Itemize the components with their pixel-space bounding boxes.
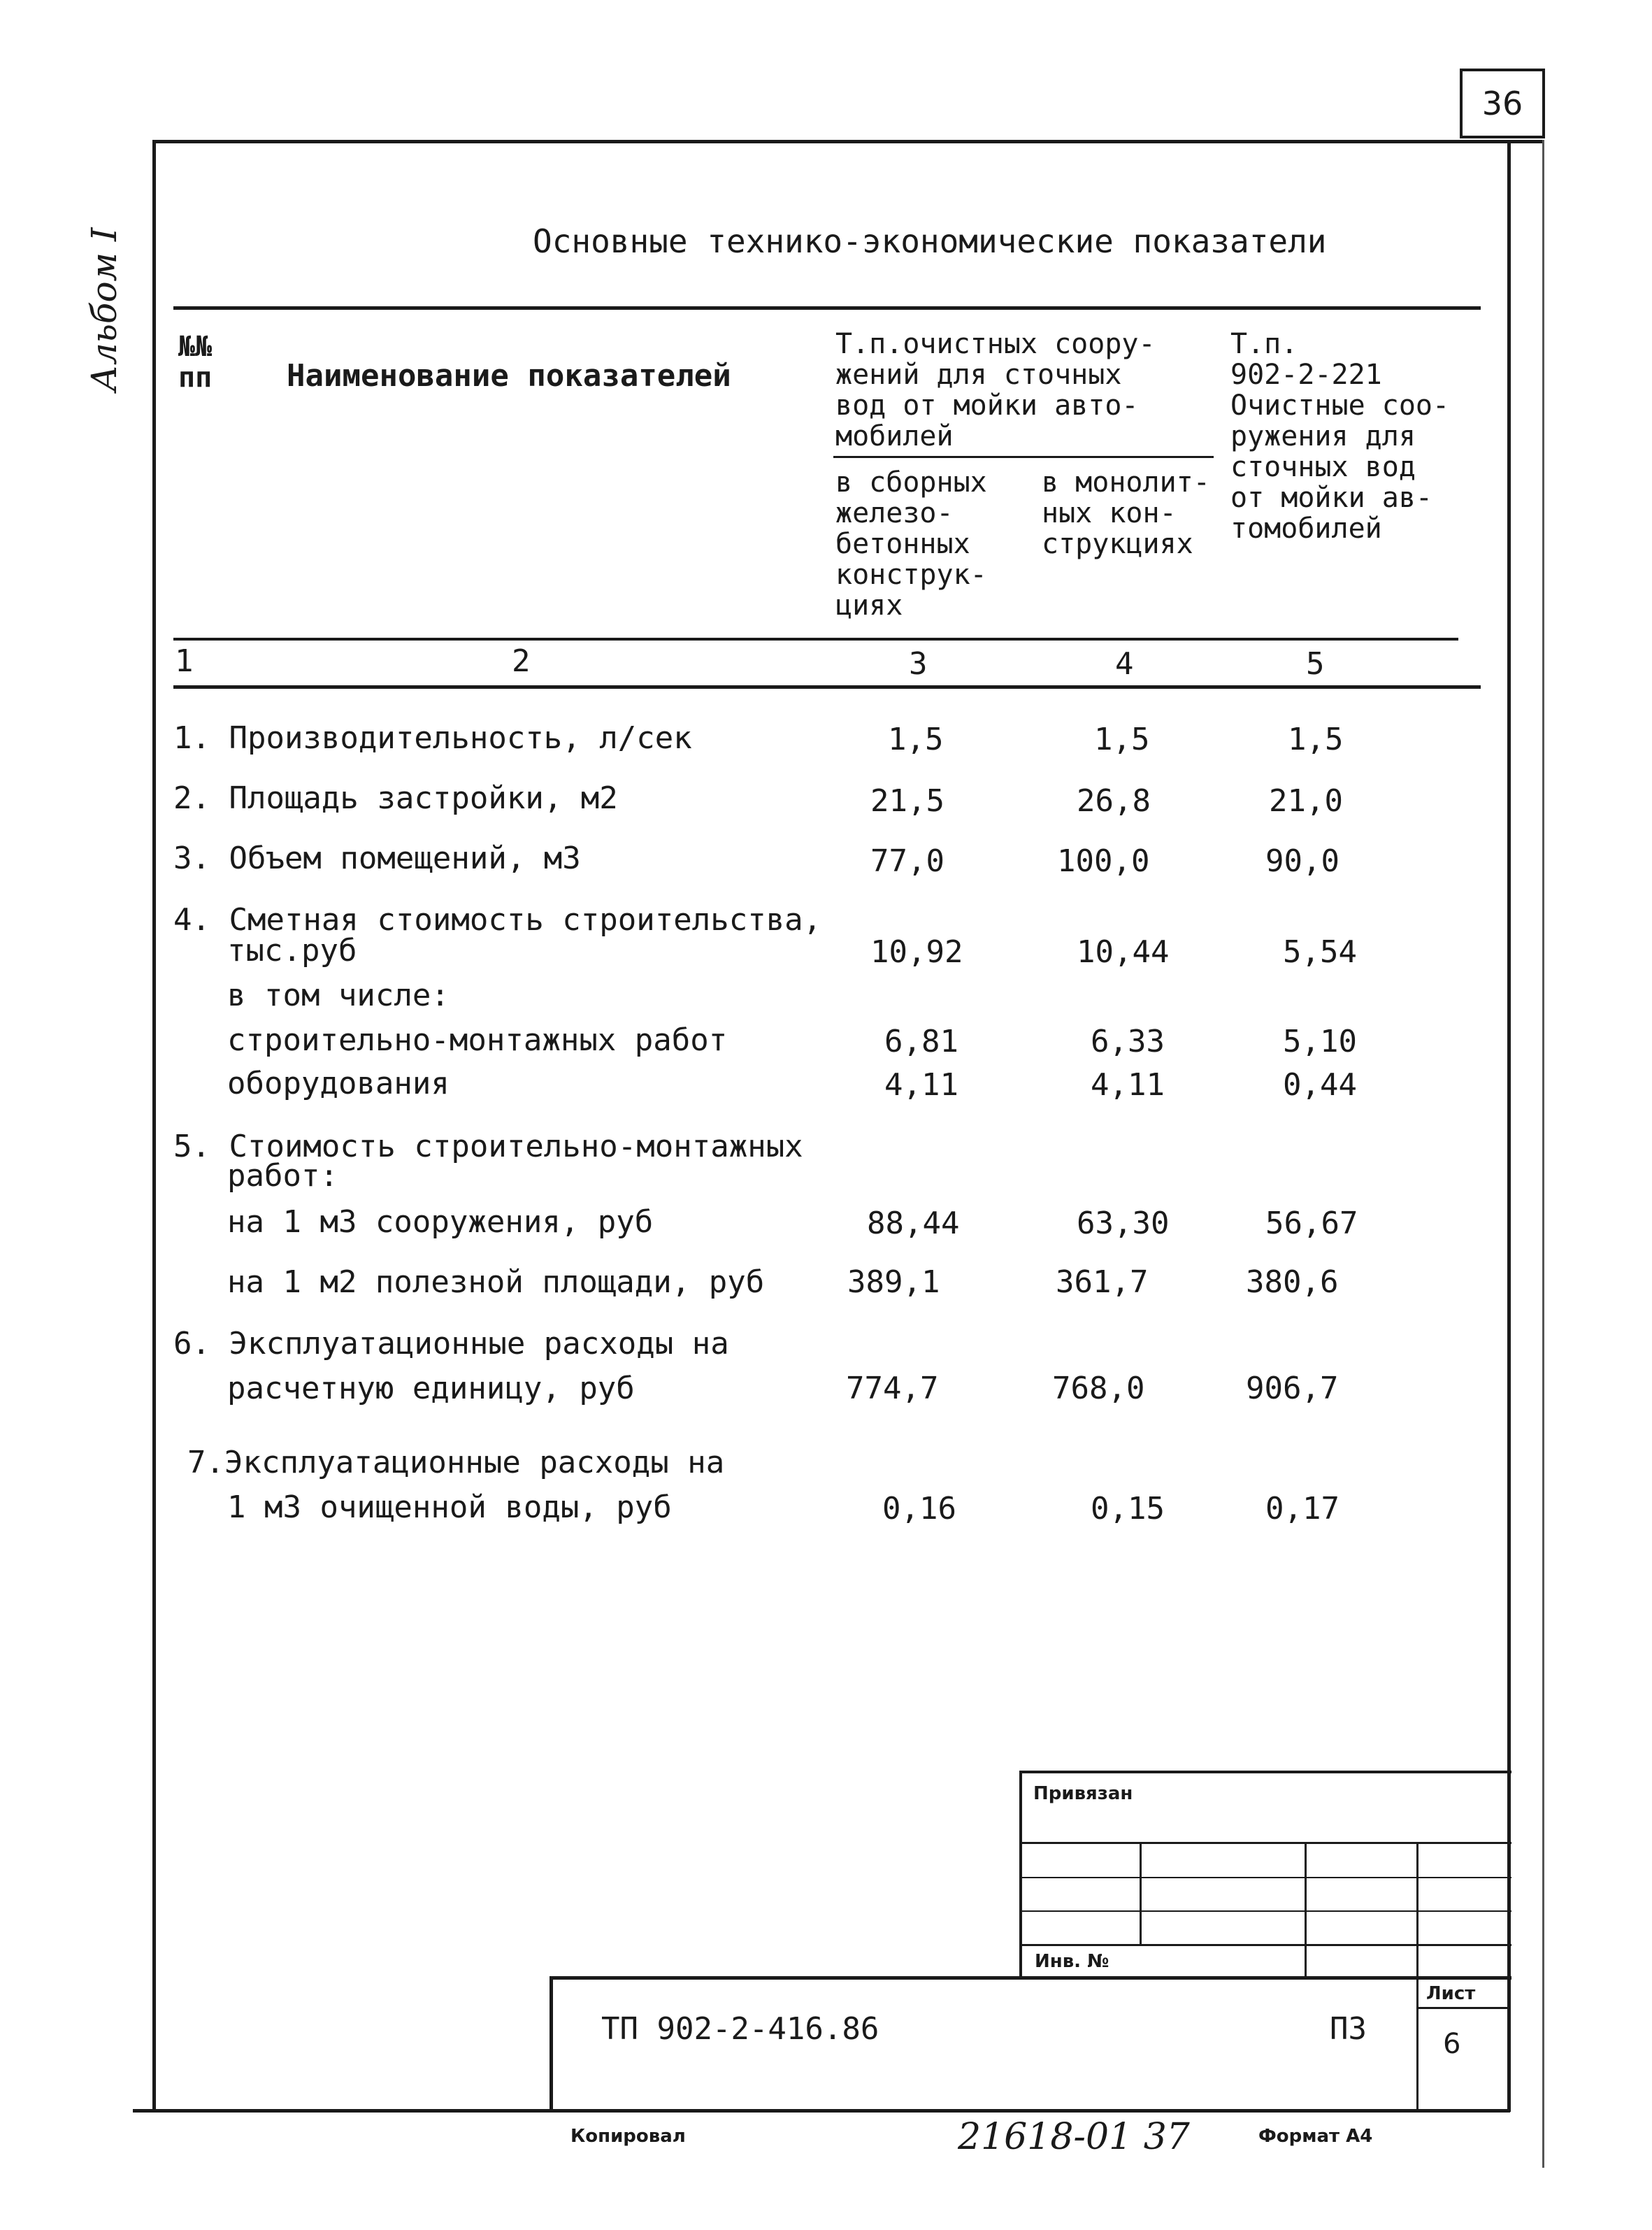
row-3-label: 3. Объем помещений, м3 [173, 841, 581, 876]
page-title: Основные технико-экономические показатели [533, 222, 1327, 260]
frame-left-border [152, 140, 156, 2112]
header-col5: Т.п. 902-2-221 Очистные соо- ружения для сточных вод от мойки ав- томобилей [1230, 328, 1450, 545]
page-number: 36 [1460, 69, 1545, 138]
stamp-top-line [1019, 1771, 1511, 1773]
column-number-5: 5 [1306, 646, 1325, 682]
sheet-number: 6 [1443, 2028, 1461, 2060]
row-4-col4: 10,44 [1077, 934, 1170, 970]
row-5a-col4: 63,30 [1077, 1206, 1170, 1241]
row-4-label-2: тыс.руб [227, 933, 357, 969]
row-5-label: 5. Стоимость строительно-монтажных [173, 1129, 803, 1164]
docbox-top-line [550, 1976, 1511, 1980]
group-header-rule [833, 456, 1214, 458]
header-bottom-rule [173, 638, 1458, 641]
document-code: ТП 902-2-416.86 [601, 2011, 879, 2047]
column-number-3: 3 [909, 646, 928, 682]
frame-bottom-border [133, 2109, 1510, 2113]
row-6-col3: 774,7 [846, 1371, 939, 1406]
row-6-col5: 906,7 [1246, 1371, 1339, 1406]
row-1-label: 1. Производительность, л/сек [173, 720, 692, 756]
row-5a-col5: 56,67 [1265, 1206, 1358, 1241]
row-2-col4: 26,8 [1077, 783, 1151, 819]
sheet-code: ПЗ [1330, 2011, 1367, 2047]
row-5b-col5: 380,6 [1246, 1264, 1339, 1300]
row-1-col5: 1,5 [1288, 722, 1344, 757]
row-5-label-2: работ: [227, 1158, 338, 1194]
row-2-col3: 21,5 [870, 783, 944, 819]
row-4b-col5: 0,44 [1283, 1067, 1357, 1103]
row-4-label: 4. Сметная стоимость строительства, [173, 902, 822, 938]
stamp-line-1 [1019, 1842, 1511, 1844]
docbox-left-line [550, 1976, 553, 2112]
row-4a-col5: 5,10 [1283, 1024, 1357, 1059]
row-7-col4: 0,15 [1091, 1491, 1165, 1527]
header-num: №№ пп [178, 331, 213, 394]
stamp-left-line [1019, 1771, 1022, 1978]
column-numbers-rule [173, 685, 1481, 689]
column-number-4: 4 [1115, 646, 1134, 682]
row-7-col3: 0,16 [882, 1491, 956, 1527]
row-3-col3: 77,0 [870, 843, 944, 879]
header-group: Т.п.очистных соору- жений для сточных вод от мойки авто- мобилей [835, 328, 1156, 452]
row-7-label-2: 1 м3 очищенной воды, руб [227, 1489, 672, 1525]
docbox-sheet-line [1416, 2007, 1510, 2009]
table-top-rule [173, 306, 1481, 310]
stamp-line-3 [1019, 1910, 1511, 1912]
row-5b-col3: 389,1 [847, 1264, 940, 1300]
stamp-line-2 [1019, 1877, 1511, 1878]
stamp-attached-label: Привязан [1033, 1783, 1133, 1804]
stamp-vline-1 [1140, 1842, 1142, 1945]
stamp-line-4 [1019, 1944, 1511, 1946]
row-3-col5: 90,0 [1265, 843, 1339, 879]
row-4-col3: 10,92 [870, 934, 963, 970]
row-4b-col4: 4,11 [1091, 1067, 1165, 1103]
row-6-col4: 768,0 [1052, 1371, 1145, 1406]
row-1-col4: 1,5 [1094, 722, 1150, 757]
row-5b-col4: 361,7 [1056, 1264, 1149, 1300]
row-4a-col4: 6,33 [1091, 1024, 1165, 1059]
row-4b-label: оборудования [227, 1066, 450, 1101]
row-5a-label: на 1 м3 сооружения, руб [227, 1204, 654, 1240]
row-4b-col3: 4,11 [884, 1067, 958, 1103]
header-name: Наименование показателей [287, 358, 731, 394]
row-7-label: 7.Эксплуатационные расходы на [187, 1445, 725, 1480]
row-2-label: 2. Площадь застройки, м2 [173, 780, 618, 816]
frame-right-border [1507, 140, 1511, 2112]
sheet-label: Лист [1426, 1983, 1476, 2004]
row-4a-col3: 6,81 [884, 1024, 958, 1059]
stamp-vline-3 [1416, 1842, 1418, 1979]
row-1-col3: 1,5 [888, 722, 944, 757]
row-7-col5: 0,17 [1265, 1491, 1339, 1527]
handwritten-number: 21618-01 37 [958, 2116, 1190, 2158]
album-label: Альбом I [84, 227, 124, 392]
stamp-vline-2 [1305, 1842, 1307, 1979]
row-3-col4: 100,0 [1057, 843, 1150, 879]
frame-top-border [152, 140, 1544, 143]
row-2-col5: 21,0 [1269, 783, 1343, 819]
sheet-edge-line [1542, 140, 1544, 2168]
column-number-2: 2 [512, 643, 531, 679]
docbox-sheet-divider [1416, 1976, 1418, 2112]
row-5a-col3: 88,44 [867, 1206, 960, 1241]
header-col3: в сборных железо- бетонных конструк- циях [835, 466, 987, 622]
row-4-col5: 5,54 [1283, 934, 1357, 970]
column-number-1: 1 [175, 643, 194, 679]
row-6-label: 6. Эксплуатационные расходы на [173, 1326, 729, 1361]
stamp-inv-label: Инв. № [1035, 1951, 1109, 1972]
row-6-label-2: расчетную единицу, руб [227, 1371, 635, 1406]
row-5b-label: на 1 м2 полезной площади, руб [227, 1264, 765, 1300]
format-label: Формат А4 [1258, 2126, 1373, 2147]
row-4a-label: строительно-монтажных работ [227, 1022, 728, 1058]
copied-label: Копировал [570, 2126, 686, 2147]
header-col4: в монолит- ных кон- струкциях [1042, 466, 1210, 560]
row-4-including: в том числе: [227, 978, 450, 1013]
